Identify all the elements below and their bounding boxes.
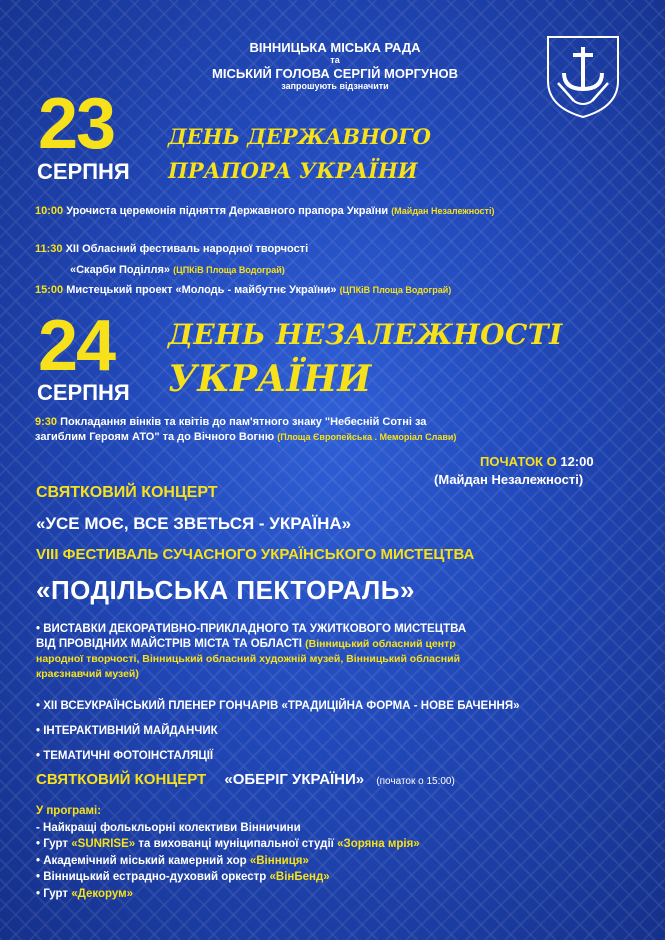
concert-title: СВЯТКОВИЙ КОНЦЕРТ (36, 484, 218, 501)
independence-day-title-line1: ДЕНЬ НЕЗАЛЕЖНОСТІ (168, 318, 563, 351)
bullet-exhibitions-line1: • ВИСТАВКИ ДЕКОРАТИВНО-ПРИКЛАДНОГО ТА УЖИТКОВОГО МИСТЕЦТВА (36, 623, 467, 635)
flag-day-title-line1: ДЕНЬ ДЕРЖАВНОГО (168, 124, 431, 149)
program-item (36, 853, 646, 870)
vinnytsia-coat-of-arms-icon (540, 33, 626, 119)
bullet-interactive-area: • ІНТЕРАКТИВНИЙ МАЙДАНЧИК (36, 725, 218, 737)
event-text-line1: Покладання вінків та квітів до пам'ятного знаку "Небесній Сотні за (60, 416, 427, 428)
concert2-start: (початок о 15:00) (376, 776, 455, 787)
program-item-text: • Академічний міський камерний хор (36, 854, 250, 867)
flag-day-title-line2: ПРАПОРА УКРАЇНИ (168, 158, 418, 183)
concert2-name: «ОБЕРІГ УКРАЇНИ» (224, 771, 365, 788)
invitation-text: запрошують відзначити (281, 81, 389, 91)
program-item-text: • Гурт (36, 887, 72, 900)
program-item-highlight: «Зоряна мрія» (337, 838, 420, 850)
program-item-text: та вихованці муніципальної студії (135, 838, 338, 850)
program-item-highlight: «ВінБенд» (269, 871, 330, 883)
date-24-number: 24 (38, 306, 115, 386)
event-youth-project (35, 283, 655, 298)
concert2-title: СВЯТКОВИЙ КОНЦЕРТ (36, 771, 207, 788)
program-item-text: • Вінницький естрадно-духовий оркестр (36, 871, 270, 883)
start-time (480, 454, 594, 469)
event-wreath-laying (35, 415, 645, 445)
header-conjunction: та (330, 55, 340, 65)
program-item-highlight: «Вінниця» (249, 854, 309, 867)
bullet-exhibitions-place2: народної творчості, Вінницький обласний художній музей, Вінницький обласний (36, 653, 461, 665)
program-item (36, 869, 646, 886)
start-place: (Майдан Незалежності) (434, 472, 584, 487)
event-time: 15:00 (35, 284, 64, 296)
event-time: 11:30 (35, 243, 63, 255)
event-place: (ЦПКіВ Площа Водограй) (173, 265, 285, 275)
event-flag-ceremony (35, 204, 655, 219)
program-item-highlight: «SUNRISE» (71, 838, 136, 850)
event-place: (Майдан Незалежності) (391, 206, 495, 216)
event-place: (Площа Європейська . Меморіал Слави) (277, 432, 457, 442)
program-list (36, 803, 646, 902)
bullet-exhibitions-line2: ВІД ПРОВІДНИХ МАЙСТРІВ МІСТА ТА ОБЛАСТІ (36, 638, 302, 650)
festival-name: «ПОДІЛЬСЬКА ПЕКТОРАЛЬ» (36, 575, 415, 605)
program-heading: У програмі: (36, 805, 102, 817)
bullet-potters-plein-air: • XII ВСЕУКРАЇНСЬКИЙ ПЛЕНЕР ГОНЧАРІВ «ТРАДИЦІЙНА ФОРМА - НОВЕ БАЧЕННЯ» (36, 700, 520, 712)
program-item-text: - Найкращі фолькльорні колективи Вінничини (36, 821, 301, 834)
start-label: ПОЧАТОК О (480, 454, 557, 469)
program-item (36, 836, 646, 853)
date-24-month: СЕРПНЯ (37, 380, 130, 405)
bullet-photo-installations: • ТЕМАТИЧНІ ФОТОІНСТАЛЯЦІЇ (36, 750, 214, 762)
program-item (36, 886, 646, 903)
event-place: (ЦПКіВ Площа Водограй) (339, 285, 452, 295)
event-folk-festival-name (70, 263, 630, 278)
event-text-line2: загиблим Героям АТО" та до Вічного Вогню (35, 431, 275, 443)
independence-day-title-line2: УКРАЇНИ (168, 358, 372, 400)
event-text: Урочиста церемонія підняття Державного прапора України (66, 205, 389, 217)
event-text: XII Обласний фестиваль народної творчості (65, 243, 309, 255)
program-item-text: • Гурт (36, 838, 72, 850)
organizer-mayor: МІСЬКИЙ ГОЛОВА СЕРГІЙ МОРГУНОВ (212, 66, 458, 81)
bullet-exhibitions-place3: краєзнавчий музей) (36, 668, 139, 680)
organizer-city-council: ВІННИЦЬКА МІСЬКА РАДА (249, 40, 421, 55)
event-text: Мистецький проект «Молодь - майбутнє України» (66, 284, 337, 296)
date-23-number: 23 (38, 84, 115, 164)
concert-name: «УСЕ МОЄ, ВСЕ ЗВЕТЬСЯ - УКРАЇНА» (36, 514, 352, 533)
organizers-header (170, 41, 500, 93)
event-subtitle: «Скарби Поділля» (70, 264, 171, 276)
program-item (36, 820, 646, 837)
event-time: 10:00 (35, 205, 64, 217)
date-23-month: СЕРПНЯ (37, 159, 130, 184)
program-item-highlight: «Декорум» (71, 887, 134, 900)
start-time-value: 12:00 (560, 454, 594, 469)
event-folk-festival (35, 242, 635, 257)
bullet-exhibitions-place1: (Вінницький обласний центр (305, 638, 456, 650)
event-time: 9:30 (35, 416, 58, 428)
festival-exhibitions (36, 622, 651, 682)
festival-title: VIII ФЕСТИВАЛЬ СУЧАСНОГО УКРАЇНСЬКОГО МИСТЕЦТВА (36, 546, 475, 563)
concert2 (36, 771, 455, 788)
